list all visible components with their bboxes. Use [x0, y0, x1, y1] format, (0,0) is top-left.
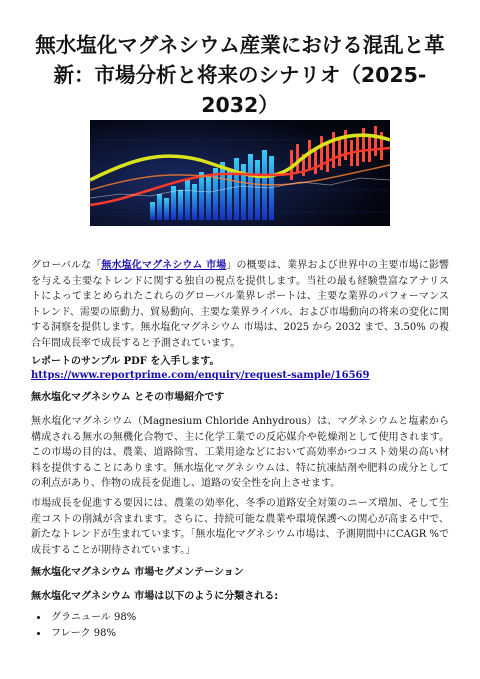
image-bar	[220, 162, 225, 220]
section-heading-segmentation: 無水塩化マグネシウム 市場セグメンテーション	[31, 567, 244, 578]
list-item: • グラニュール 98%	[49, 610, 136, 626]
list-item: • フレーク 98%	[49, 626, 136, 642]
image-bar	[150, 202, 155, 220]
section-heading-classified: 無水塩化マグネシウム 市場は以下のように分類される:	[31, 591, 279, 602]
title-line-2: 新：市場分析と将来のシナリオ（2025-2032）	[53, 63, 427, 117]
sample-request	[31, 355, 449, 383]
growth-paragraph: 市場成長を促進する要因には、農業の効率化、冬季の道路安全対策のニーズ増加、そして生産コストの削減が含まれます。さらに、持続可能な農業や環境保護への関心が高まる中で、新たなトレンドが生まれています。「無水塩化マグネシウム市場は、予測期間中にCAGR %で成長することが期待されています。」	[31, 498, 449, 556]
image-bar	[227, 170, 232, 220]
image-candle	[314, 148, 317, 174]
sample-pdf-link[interactable]: https://www.reportprime.com/enquiry/request-sample/16569	[31, 370, 370, 381]
image-bar	[178, 190, 183, 220]
document-title	[30, 30, 450, 120]
image-bar	[206, 176, 211, 220]
about-paragraph: 無水塩化マグネシウム（Magnesium Chloride Anhydrous）は、マグネシウムと塩素から構成される無水の無機化合物で、主に化学工業での反応媒介や乾燥剤として使用されます。この市場の目的は、農業、道路除雪、工業用途などにおいて高効率かつコスト効果の高い材料を提供することにあります。無水塩化マグネシウムは、特に抗凍結剤や肥料の成分としての利点があり、作物の成長を促進し、道路の安全性を向上させます。	[31, 416, 449, 490]
image-candle	[332, 132, 335, 168]
image-candle	[362, 128, 365, 162]
image-bar	[185, 180, 190, 220]
image-candle	[326, 142, 329, 172]
image-candle	[374, 126, 377, 156]
section-heading-about: 無水塩化マグネシウム とその市場紹介です	[31, 392, 225, 403]
intro-paragraph	[31, 258, 449, 352]
segment-list	[31, 610, 136, 642]
image-bar	[164, 198, 169, 220]
title-line-1: 無水塩化マグネシウム産業における混乱と革	[35, 33, 445, 57]
image-bar	[255, 160, 260, 220]
image-bar	[234, 158, 239, 220]
sample-label: レポートのサンプル PDF を入手します。	[31, 356, 220, 367]
image-bar	[199, 172, 204, 220]
intro-prefix: グローバルな「	[31, 260, 102, 271]
intro-body: 」の概要は、業界および世界中の主要市場に影響を与える主要なトレンドに関する独自の視点を提供します。当社の最も経験豊富なアナリストによってまとめられたこれらのグローバル業界レポートは、主要な業界のパフォーマンス トレンド、需要の原動力、貿易動向、主要な業界ライバル、および市場動向の将来の変化に関する洞察を提供します。無水塩化マグネシウム 市場は、2025 から 2032 まで、3.50% の複合年間成長率で成長すると予測されています。	[31, 260, 450, 349]
market-keyword-link[interactable]: 無水塩化マグネシウム 市場	[101, 260, 227, 271]
image-candle	[296, 144, 299, 172]
image-bar	[157, 194, 162, 220]
image-bar	[192, 184, 197, 220]
image-candle	[338, 138, 341, 166]
stock-market-chart-image	[90, 120, 390, 226]
